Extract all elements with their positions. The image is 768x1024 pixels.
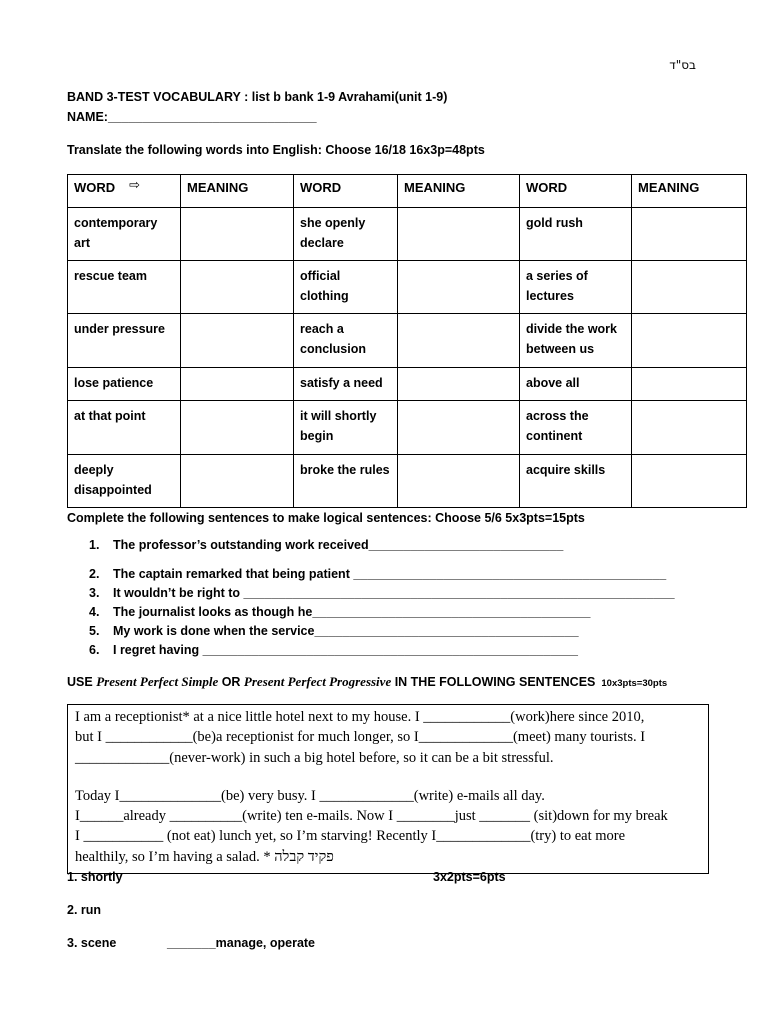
table-row — [68, 368, 747, 401]
word-cell: deeply disappointed — [68, 455, 181, 508]
word-cell: satisfy a need — [294, 368, 398, 401]
meaning-cell[interactable] — [181, 261, 294, 314]
header-word-1: WORD ⇨ — [68, 175, 181, 208]
table-row — [68, 261, 747, 314]
meaning-cell[interactable] — [181, 401, 294, 455]
table-row — [68, 455, 747, 508]
meaning-cell[interactable] — [398, 208, 520, 261]
meaning-cell[interactable] — [181, 314, 294, 368]
word-cell: contemporary art — [68, 208, 181, 261]
exercise-line: healthily, so I’m having a salad. * פקיד קבלה — [75, 848, 334, 865]
table-row — [68, 314, 747, 368]
exercise-line[interactable]: Today I______________(be) very busy. I _____________(write) e-mails all day. — [75, 787, 545, 804]
table-header-row — [68, 175, 747, 208]
meaning-cell[interactable] — [181, 455, 294, 508]
meaning-cell[interactable] — [632, 401, 747, 455]
vocabulary-table — [67, 174, 747, 508]
meaning-cell[interactable] — [398, 314, 520, 368]
exercise-line[interactable]: I ___________ (not eat) lunch yet, so I’m starving! Recently I_____________(try) to eat more — [75, 828, 626, 845]
word-cell: broke the rules — [294, 455, 398, 508]
footer-item-3-answer[interactable]: _______manage, operate — [167, 936, 316, 950]
exercise-line[interactable]: _____________(never-work) in such a big hotel before, so it can be a bit stressful. — [75, 749, 554, 766]
meaning-cell[interactable] — [632, 455, 747, 508]
word-cell: across the continent — [520, 401, 632, 455]
footer-item-2: 2. run — [67, 903, 102, 917]
header-meaning-1: MEANING — [181, 175, 294, 208]
word-cell: above all — [520, 368, 632, 401]
tense-exercise-box — [67, 704, 709, 874]
list-item[interactable]: 3. It wouldn’t be right to ______________________________________________________________ — [89, 586, 675, 600]
word-cell: under pressure — [68, 314, 181, 368]
list-item[interactable]: 6. I regret having ______________________________________________________ — [89, 643, 579, 657]
meaning-cell[interactable] — [181, 368, 294, 401]
section-complete-heading: Complete the following sentences to make logical sentences: Choose 5/6 5x3pts=15pts — [67, 511, 585, 525]
section-tense-heading: USE Present Perfect Simple OR Present Perfect Progressive IN THE FOLLOWING SENTENCES 10x3pts=30pts — [67, 674, 668, 689]
table-row — [68, 208, 747, 261]
meaning-cell[interactable] — [632, 261, 747, 314]
header-mark: בס"ד — [669, 58, 696, 72]
meaning-cell[interactable] — [181, 208, 294, 261]
header-meaning-3: MEANING — [632, 175, 747, 208]
arrow-right-icon: ⇨ — [129, 177, 141, 192]
list-item[interactable]: 5. My work is done when the service______________________________________ — [89, 624, 579, 638]
word-cell: gold rush — [520, 208, 632, 261]
test-title: BAND 3-TEST VOCABULARY : list b bank 1-9 Avrahami(unit 1-9) — [67, 90, 448, 104]
meaning-cell[interactable] — [398, 368, 520, 401]
header-meaning-2: MEANING — [398, 175, 520, 208]
word-cell: it will shortly begin — [294, 401, 398, 455]
table-row — [68, 401, 747, 455]
section-translate-heading: Translate the following words into English: Choose 16/18 16x3p=48pts — [67, 143, 485, 157]
word-cell: at that point — [68, 401, 181, 455]
header-word-2: WORD — [294, 175, 398, 208]
exercise-line[interactable]: but I ____________(be)a receptionist for much longer, so I_____________(meet) many tourists. I — [75, 729, 646, 746]
word-cell: reach a conclusion — [294, 314, 398, 368]
list-item[interactable]: 1. The professor’s outstanding work received____________________________ — [89, 538, 564, 552]
exercise-line[interactable]: I am a receptionist* at a nice little hotel next to my house. I ____________(work)here since 2010, — [75, 709, 645, 725]
meaning-cell[interactable] — [398, 401, 520, 455]
meaning-cell[interactable] — [398, 455, 520, 508]
header-word-3: WORD — [520, 175, 632, 208]
sentence-list — [67, 538, 675, 657]
list-item[interactable]: 4. The journalist looks as though he________________________________________ — [89, 605, 591, 619]
word-cell: she openly declare — [294, 208, 398, 261]
name-field: NAME:______________________________ — [67, 110, 317, 124]
list-item[interactable]: 2. The captain remarked that being patient _____________________________________________ — [89, 567, 667, 581]
meaning-cell[interactable] — [632, 208, 747, 261]
footer-points: 3x2pts=6pts — [433, 870, 506, 884]
word-cell: rescue team — [68, 261, 181, 314]
word-cell: lose patience — [68, 368, 181, 401]
meaning-cell[interactable] — [398, 261, 520, 314]
meaning-cell[interactable] — [632, 368, 747, 401]
meaning-cell[interactable] — [632, 314, 747, 368]
footer-item-3: 3. scene — [67, 936, 117, 950]
word-cell: divide the work between us — [520, 314, 632, 368]
footer-item-1: 1. shortly — [67, 870, 123, 884]
word-cell: official clothing — [294, 261, 398, 314]
word-cell: a series of lectures — [520, 261, 632, 314]
word-cell: acquire skills — [520, 455, 632, 508]
exercise-line[interactable]: I______already __________(write) ten e-mails. Now I ________just _______ (sit)down for my break — [75, 808, 668, 825]
